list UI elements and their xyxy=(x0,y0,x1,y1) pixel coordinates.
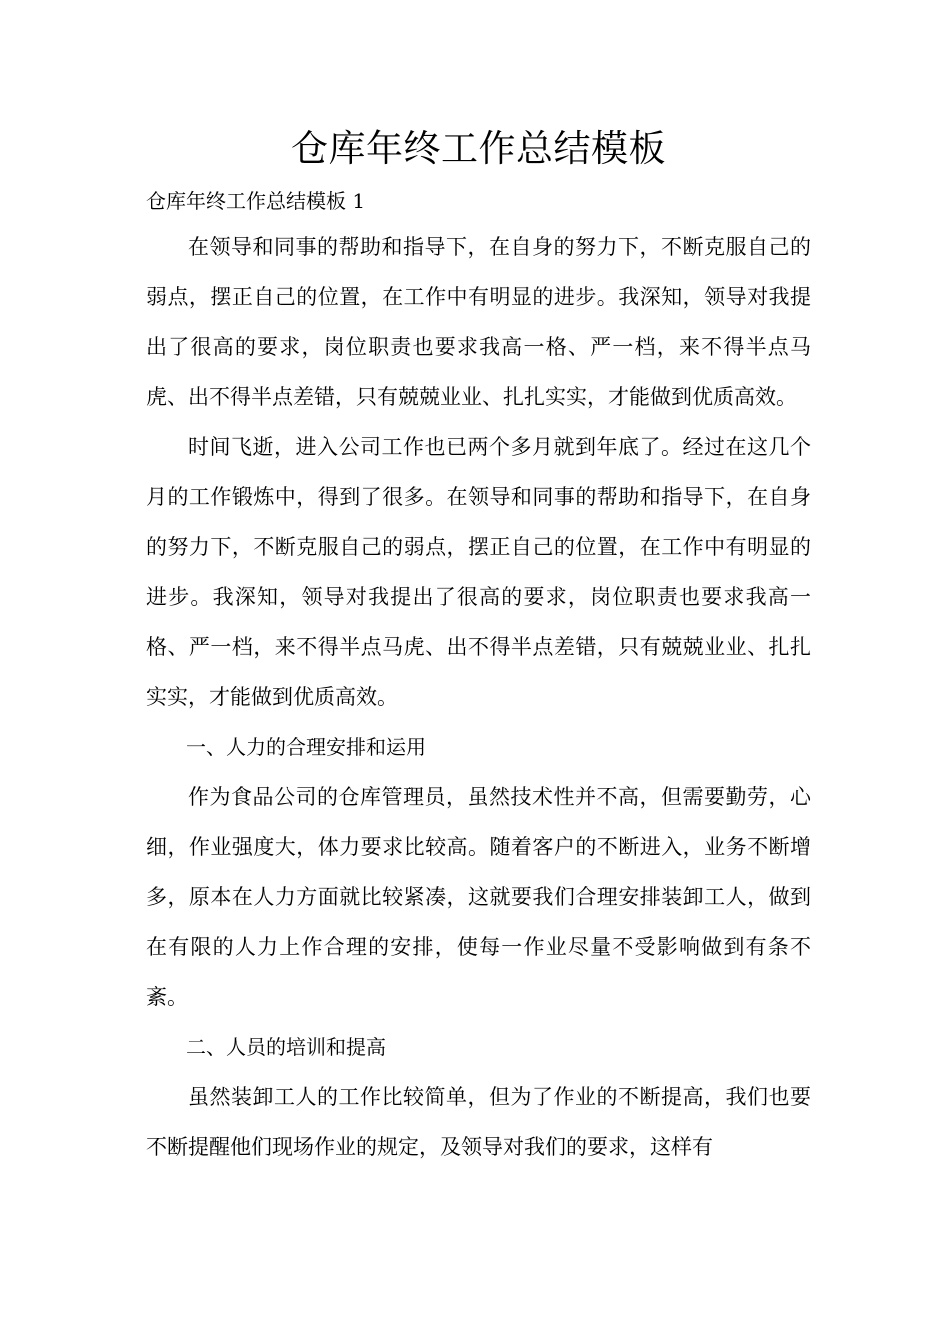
section-heading-manpower: 一、人力的合理安排和运用 xyxy=(186,735,426,759)
paragraph-time: 时间飞逝，进入公司工作也已两个多月就到年底了。经过在这几个月的工作锻炼中，得到了很多。在领导和同事的帮助和指导下，在自身的努力下，不断克服自己的弱点，摆正自己的位置，在工作中有明显的进步。我深知，领导对我提出了很高的要求，岗位职责也要求我高一格、严一档，来不得半点马虎、出不得半点差错，只有兢兢业业、扎扎实实，才能做到优质高效。 xyxy=(146,435,811,709)
paragraph-manpower: 作为食品公司的仓库管理员，虽然技术性并不高，但需要勤劳，心细，作业强度大，体力要求比较高。随着客户的不断进入，业务不断增多，原本在人力方面就比较紧凑，这就要我们合理安排装卸工人，做到在有限的人力上作合理的安排，使每一作业尽量不受影响做到有条不紊。 xyxy=(146,785,811,1009)
document-subtitle: 仓库年终工作总结模板 1 xyxy=(146,189,366,213)
document-title: 仓库年终工作总结模板 xyxy=(291,127,666,170)
paragraph-training: 虽然装卸工人的工作比较简单，但为了作业的不断提高，我们也要不断提醒他们现场作业的规定，及领导对我们的要求，这样有 xyxy=(146,1085,811,1159)
section-heading-training: 二、人员的培训和提高 xyxy=(186,1035,386,1059)
document-body xyxy=(146,118,811,1172)
paragraph-intro: 在领导和同事的帮助和指导下，在自身的努力下，不断克服自己的弱点，摆正自己的位置，在工作中有明显的进步。我深知，领导对我提出了很高的要求，岗位职责也要求我高一格、严一档，来不得半点马虎、出不得半点差错，只有兢兢业业、扎扎实实，才能做到优质高效。 xyxy=(146,235,811,409)
